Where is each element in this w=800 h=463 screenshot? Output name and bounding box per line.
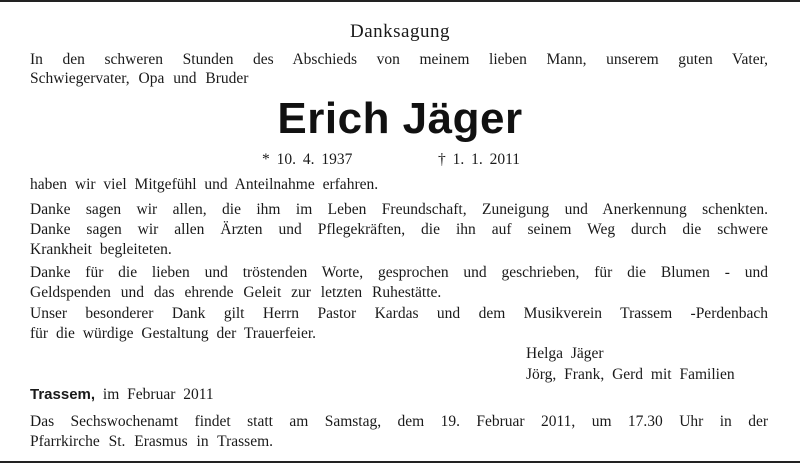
deceased-name: Erich Jäger bbox=[277, 94, 523, 143]
footer-line-2: Pfarrkirche St. Erasmus in Trassem. bbox=[30, 433, 274, 450]
notice-heading: Danksagung bbox=[350, 21, 450, 42]
place-name: Trassem, bbox=[30, 386, 96, 403]
body-line-7: Unser besonderer Dank gilt Herrn Pastor Kardas und dem Musikverein Trassem -Perdenbach bbox=[30, 305, 768, 322]
body-line-6: Geldspenden und das ehrende Geleit zur letzten Ruhestätte. bbox=[30, 284, 442, 301]
body-line-3: Danke sagen wir allen Ärzten und Pflegekräften, die ihn auf seinem Weg durch die schwere bbox=[30, 221, 768, 238]
body-line-5: Danke für die lieben und tröstenden Worte, gesprochen und geschrieben, für die Blumen - und bbox=[30, 264, 768, 281]
place-date-line bbox=[30, 385, 768, 404]
signature-line-1: Helga Jäger bbox=[526, 345, 604, 362]
birth-date: * 10. 4. 1937 bbox=[262, 151, 353, 168]
intro-line-2: Schwiegervater, Opa und Bruder bbox=[30, 70, 249, 87]
signature-line-2: Jörg, Frank, Gerd mit Familien bbox=[526, 366, 735, 383]
body-line-1: haben wir viel Mitgefühl und Anteilnahme erfahren. bbox=[30, 176, 379, 193]
death-date: † 1. 1. 2011 bbox=[438, 151, 521, 168]
body-line-4: Krankheit begleiteten. bbox=[30, 241, 172, 258]
body-line-2: Danke sagen wir allen, die ihm im Leben Freundschaft, Zuneigung und Anerkennung schenkten. bbox=[30, 201, 768, 218]
body-line-8: für die würdige Gestaltung der Trauerfeier. bbox=[30, 325, 317, 342]
place-date: im Februar 2011 bbox=[102, 386, 214, 403]
intro-line-1: In den schweren Stunden des Abschieds von meinem lieben Mann, unserem guten Vater, bbox=[30, 51, 768, 68]
footer-line-1: Das Sechswochenamt findet statt am Samstag, dem 19. Februar 2011, um 17.30 Uhr in der bbox=[30, 413, 768, 430]
